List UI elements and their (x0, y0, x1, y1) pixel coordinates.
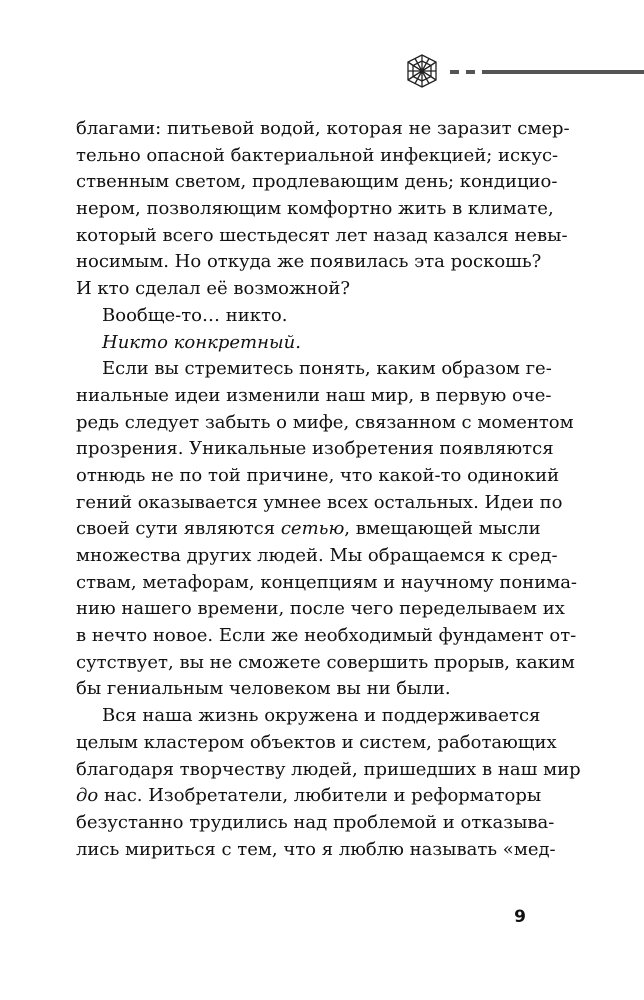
text-line: благодаря творчеству людей, пришедших в наш мир (76, 758, 581, 780)
text-line: прозрения. Уникальные изобретения появляются (76, 438, 554, 460)
text-segment: , вмещающей мысли (344, 518, 541, 540)
text-line: тельно опасной бактериальной инфекцией; искус- (76, 144, 559, 166)
text-line: целым кластером объектов и систем, работающих (76, 731, 557, 753)
text-line: в нечто новое. Если же необходимый фундамент от- (76, 625, 577, 647)
wireframe-cube-icon (400, 50, 644, 98)
text-line: бы гениальным человеком вы ни были. (76, 678, 451, 700)
text-line: безустанно трудились над проблемой и отказыва- (76, 811, 555, 833)
text-line: ственным светом, продлевающим день; кондицио- (76, 171, 558, 193)
text-line: который всего шестьдесят лет назад казался невы- (76, 224, 568, 246)
text-line: Вся наша жизнь окружена и поддерживается (102, 705, 541, 727)
italic-word: сетью (280, 518, 345, 540)
text-line: Вообще-то… никто. (102, 304, 288, 326)
text-line: отнюдь не по той причине, что какой-то одинокий (76, 464, 560, 486)
text-line: лись мириться с тем, что я люблю называть «мед- (76, 838, 556, 860)
text-line: редь следует забыть о мифе, связанном с моментом (76, 411, 574, 433)
text-line: нером, позволяющим комфортно жить в климате, (76, 198, 554, 220)
text-line: носимым. Но откуда же появилась эта роскошь? (76, 251, 542, 273)
text-line (76, 516, 541, 543)
text-line: множества других людей. Мы обращаемся к сред- (76, 545, 558, 566)
italic-word: до (76, 785, 99, 807)
text-segment: своей сути являются (76, 518, 281, 540)
text-line: ниальные идеи изменили наш мир, в первую оче- (76, 384, 552, 406)
header-ornament (400, 50, 644, 98)
text-line: ствам, метафорам, концепциям и научному понима- (76, 571, 578, 593)
text-line: сутствует, вы не сможете совершить прорыв, каким (76, 651, 575, 673)
text-line: И кто сделал её возможной? (76, 278, 351, 300)
text-line-italic: Никто конкретный. (102, 331, 301, 353)
text-line: благами: питьевой водой, которая не заразит смер- (76, 118, 570, 139)
text-line: гений оказывается умнее всех остальных. Идеи по (76, 491, 563, 513)
page-text (76, 116, 581, 863)
page-number: 9 (514, 907, 526, 927)
text-segment: нас. Изобретатели, любители и реформаторы (98, 785, 542, 807)
text-line: нию нашего времени, после чего переделываем их (76, 598, 565, 620)
text-line: Если вы стремитесь понять, каким образом ге- (102, 358, 552, 380)
text-line (76, 783, 542, 810)
